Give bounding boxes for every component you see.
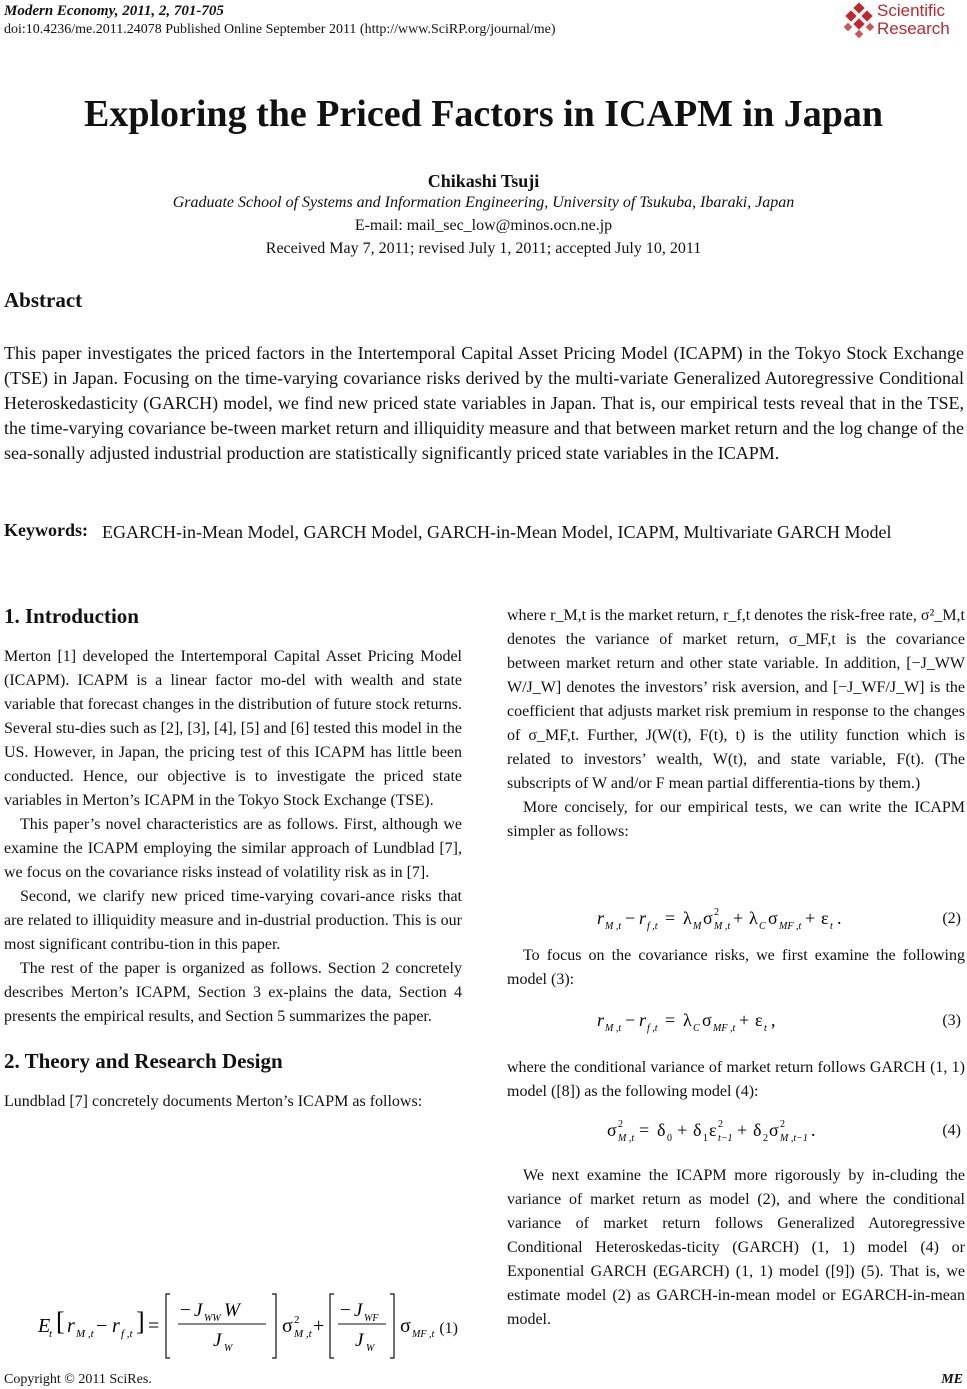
right-paragraph-5: We next examine the ICAPM more rigorously by in-cluding the variance of market return as model (2), and where the conditional variance of market return follows Generalized Autoregressive Conditional Heteroskedas-ticity (GARCH) (1, 1) model (4) or Exponential GARCH (EGARCH) (1, 1) model ([9]) (5). That is, we estimate model (2) as GARCH-in-mean model or EGARCH-in-mean model. — [507, 1167, 965, 1328]
right-column-part-2 — [507, 944, 965, 992]
svg-text:W: W — [224, 1300, 240, 1321]
svg-text:M ,t: M ,t — [294, 1328, 312, 1340]
svg-text:ε: ε — [821, 908, 829, 928]
affiliation: Graduate School of Systems and Information Engineering, University of Tsukuba, Ibaraki, Japan — [172, 194, 795, 211]
equation-2-number: (2) — [942, 910, 961, 927]
svg-text:WW: WW — [204, 1313, 221, 1324]
svg-text:r: r — [112, 1315, 120, 1337]
svg-text:M ,t: M ,t — [714, 921, 731, 932]
svg-text:λ: λ — [683, 1010, 692, 1030]
svg-text:1: 1 — [703, 1133, 708, 1144]
svg-text:.: . — [811, 1120, 816, 1140]
svg-text:E: E — [38, 1315, 51, 1337]
svg-text:ε: ε — [709, 1120, 717, 1140]
svg-text:r: r — [639, 908, 647, 928]
svg-text:−: − — [625, 908, 636, 928]
equation-1-number: (1) — [439, 1320, 458, 1337]
svg-text:2: 2 — [294, 1314, 300, 1326]
svg-text:f ,t: f ,t — [647, 1023, 658, 1034]
svg-text:M ,t−1: M ,t−1 — [780, 1133, 808, 1144]
equation-4-number: (4) — [942, 1122, 961, 1139]
logo-line-1: Scientific — [877, 1, 946, 20]
svg-text:J: J — [354, 1300, 363, 1321]
svg-text:+: + — [737, 1120, 748, 1140]
intro-heading: 1. Introduction — [4, 604, 139, 628]
svg-text:σ: σ — [703, 908, 713, 928]
svg-text:+: + — [733, 908, 744, 928]
svg-text:−: − — [340, 1300, 351, 1321]
theory-heading: 2. Theory and Research Design — [4, 1049, 283, 1073]
received-dates: Received May 7, 2011; revised July 1, 2011; accepted July 10, 2011 — [265, 240, 702, 257]
svg-text:+: + — [677, 1120, 688, 1140]
doi-line: doi:10.4236/me.2011.24078 Published Online September 2011 (http://www.SciRP.org/journal/me) — [4, 22, 556, 37]
svg-text:−: − — [96, 1315, 108, 1337]
equation-3-number: (3) — [942, 1012, 961, 1029]
journal-abbreviation: ME — [941, 1372, 963, 1387]
svg-text:M ,t: M ,t — [605, 921, 622, 932]
equation-4 — [507, 1110, 965, 1150]
right-column — [507, 604, 965, 844]
svg-text:J: J — [194, 1300, 203, 1321]
svg-text:σ: σ — [282, 1315, 293, 1337]
svg-text:0: 0 — [667, 1133, 672, 1144]
right-paragraph-3: To focus on the covariance risks, we first examine the following model (3): — [507, 947, 965, 988]
svg-text:σ: σ — [607, 1120, 617, 1140]
svg-text:C: C — [759, 921, 766, 932]
svg-text:f ,t: f ,t — [647, 921, 658, 932]
author-name: Chikashi Tsuji — [427, 171, 540, 191]
equation-4-graphic — [603, 1110, 903, 1150]
svg-text:r: r — [639, 1010, 647, 1030]
svg-text:MF ,t: MF ,t — [713, 1023, 736, 1034]
svg-text:J: J — [213, 1330, 222, 1351]
svg-text:MF ,t: MF ,t — [779, 921, 802, 932]
svg-text:J: J — [355, 1330, 364, 1351]
svg-text:−: − — [180, 1300, 191, 1321]
svg-text:W: W — [224, 1343, 233, 1354]
svg-text:W: W — [366, 1343, 375, 1354]
svg-text:r: r — [67, 1315, 75, 1337]
keywords-text: EGARCH-in-Mean Model, GARCH Model, GARCH-in-Mean Model, ICAPM, Multivariate GARCH Model — [102, 522, 892, 542]
logo-line-2: Research — [877, 19, 950, 38]
svg-text:λ: λ — [749, 908, 758, 928]
svg-text:t: t — [764, 1023, 767, 1034]
svg-text:=: = — [665, 1010, 676, 1030]
svg-text:σ: σ — [769, 1120, 779, 1140]
equation-1 — [30, 1286, 462, 1362]
svg-text:MF ,t: MF ,t — [412, 1329, 435, 1340]
right-paragraph-4: where the conditional variance of market return follows GARCH (1, 1) model ([8]) as the following model (4): — [507, 1059, 965, 1100]
svg-text:+: + — [313, 1315, 325, 1337]
svg-text:δ: δ — [657, 1120, 666, 1140]
svg-text:=: = — [639, 1120, 650, 1140]
svg-text:2: 2 — [780, 1119, 785, 1130]
svg-text:f ,t: f ,t — [121, 1328, 133, 1340]
svg-text:M ,t: M ,t — [618, 1133, 635, 1144]
svg-text:+: + — [805, 908, 816, 928]
svg-text:=: = — [665, 908, 676, 928]
svg-text:λ: λ — [683, 908, 692, 928]
right-paragraph-1: where r_M,t is the market return, r_f,t denotes the risk-free rate, σ²_M,t denotes the variance of market return, σ_MF,t is the covariance between market return and other state variable. In addition, [−J_WW W/J_W] denotes the investors’ risk aversion, and [−J_WF/J_W] is the coefficient that adjusts market risk premium in response to the changes of σ_MF,t. Further, J(W(t), F(t), t) is the utility function which is related to investors’ wealth, W(t), and state variable, F(t). (The subscripts of W and/or F mean partial differentia-tions by them.) — [507, 607, 965, 792]
svg-text:σ: σ — [768, 908, 778, 928]
svg-text:t−1: t−1 — [718, 1133, 733, 1144]
email: E-mail: mail_sec_low@minos.ocn.ne.jp — [354, 217, 613, 234]
svg-text:r: r — [597, 1010, 605, 1030]
svg-text:]: ] — [136, 1307, 145, 1336]
svg-text:ε: ε — [755, 1010, 763, 1030]
svg-text:.: . — [837, 908, 842, 928]
logo-text — [877, 2, 950, 38]
svg-text:r: r — [597, 908, 605, 928]
svg-text:2: 2 — [714, 907, 719, 918]
svg-text:WF: WF — [364, 1313, 379, 1324]
svg-text:,: , — [771, 1010, 776, 1030]
svg-text:σ: σ — [400, 1315, 411, 1337]
intro-paragraph-2: This paper’s novel characteristics are as follows. First, although we examine the ICAPM employing the similar approach of Lundblad [7], we focus on the covariance risks instead of volatility risk as in [7]. — [4, 816, 462, 881]
copyright-footer: Copyright © 2011 SciRes. — [4, 1372, 152, 1387]
right-column-part-4 — [507, 1164, 965, 1332]
svg-text:+: + — [739, 1010, 750, 1030]
publisher-logo — [843, 2, 963, 42]
right-paragraph-2: More concisely, for our empirical tests, we can write the ICAPM simpler as follows: — [507, 799, 965, 840]
right-column-part-3 — [507, 1056, 965, 1104]
abstract-text: This paper investigates the priced factors in the Intertemporal Capital Asset Pricing Model (ICAPM) in the Tokyo Stock Exchange (TSE) in Japan. Focusing on the time-varying covariance risks derived by the multi-variate Generalized Autoregressive Conditional Heteroskedasticity (GARCH) model, we find new priced state variables in Japan. That is, our empirical tests reveal that in the TSE, the time-varying covariance be-tween market return and illiquidity measure and that between market return and the log change of the sea-sonally adjusted industrial production are statistically significantly priced state variables in the ICAPM. — [4, 343, 964, 463]
svg-text:δ: δ — [693, 1120, 702, 1140]
svg-text:=: = — [148, 1315, 160, 1337]
svg-text:[: [ — [56, 1307, 65, 1336]
equation-2 — [507, 898, 965, 938]
equation-2-graphic — [587, 898, 947, 938]
intro-paragraph-1: Merton [1] developed the Intertemporal Capital Asset Pricing Model (ICAPM). ICAPM is a linear factor mo-del with wealth and state variable that forecast changes in the distribution of future stock returns. Several stu-dies such as [2], [3], [4], [5] and [6] tested this model in the US. However, in Japan, the pricing test of this ICAPM has little been conducted. Hence, our objective is to investigate the priced state variables in Merton’s ICAPM in the Tokyo Stock Exchange (TSE). — [4, 648, 462, 809]
journal-citation: Modern Economy, 2011, 2, 701-705 — [4, 3, 224, 19]
svg-text:M ,t: M ,t — [76, 1328, 94, 1340]
svg-text:2: 2 — [718, 1119, 723, 1130]
svg-text:−: − — [625, 1010, 636, 1030]
svg-text:σ: σ — [702, 1010, 712, 1030]
paper-title: Exploring the Priced Factors in ICAPM in Japan — [83, 93, 884, 135]
svg-text:M: M — [693, 921, 702, 932]
equation-3-graphic — [587, 1000, 887, 1040]
equation-1-graphic — [30, 1286, 435, 1362]
scientific-research-logo-icon — [843, 4, 875, 40]
svg-text:2: 2 — [618, 1119, 623, 1130]
intro-paragraph-3: Second, we clarify new priced time-varying covari-ance risks that are related to illiquidity measure and in-dustrial production. This is our most significant contribu-tion in this paper. — [4, 888, 462, 953]
equation-3 — [507, 1000, 965, 1040]
svg-text:2: 2 — [763, 1133, 768, 1144]
svg-text:t: t — [49, 1328, 53, 1340]
keywords-label: Keywords: — [4, 520, 88, 540]
abstract-heading: Abstract — [4, 288, 83, 312]
svg-text:δ: δ — [753, 1120, 762, 1140]
theory-paragraph-1: Lundblad [7] concretely documents Merton’s ICAPM as follows: — [4, 1093, 423, 1110]
svg-text:t: t — [830, 921, 833, 932]
svg-text:C: C — [693, 1023, 700, 1034]
intro-section — [4, 604, 462, 1114]
svg-text:M ,t: M ,t — [605, 1023, 622, 1034]
intro-paragraph-4: The rest of the paper is organized as follows. Section 2 concretely describes Merton’s ICAPM, Section 3 ex-plains the data, Section 4 presents the empirical results, and Section 5 summarizes the paper. — [4, 960, 462, 1025]
